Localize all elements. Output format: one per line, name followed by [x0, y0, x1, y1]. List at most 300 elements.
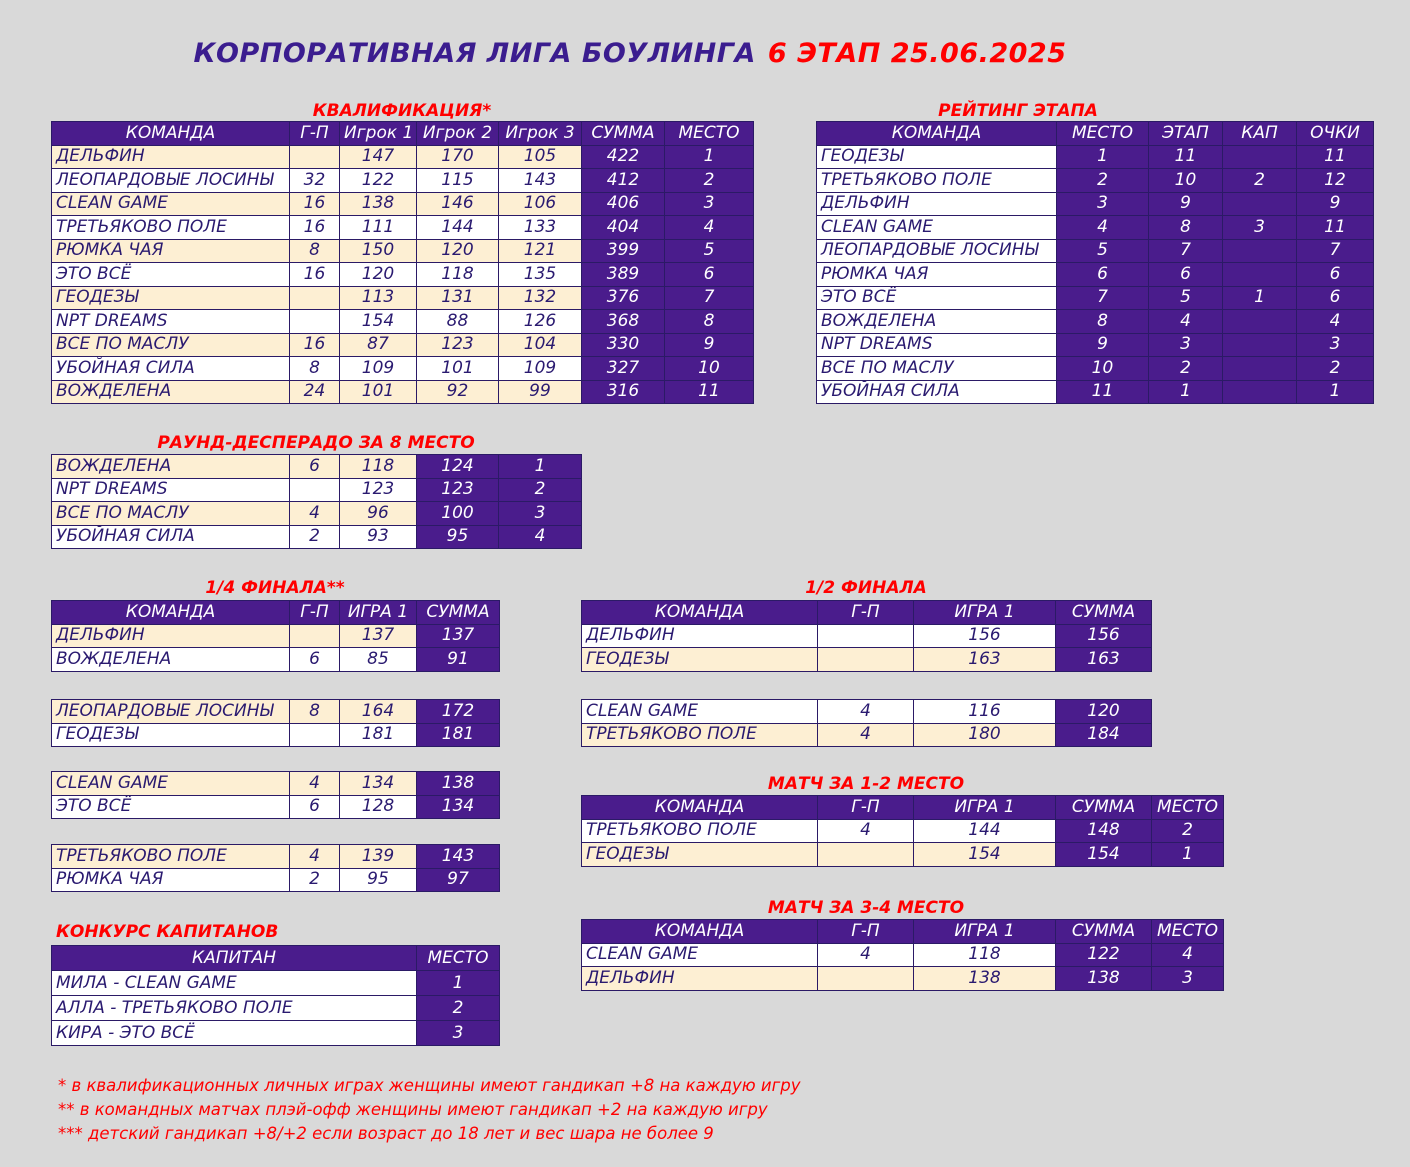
value-cell: 105 [499, 145, 582, 169]
team-name-cell: ГЕОДЕЗЫ [582, 648, 818, 672]
value-cell: 16 [290, 333, 340, 357]
team-name-cell: ДЕЛЬФИН [582, 967, 818, 991]
value-cell: 376 [582, 286, 665, 310]
value-cell: 100 [417, 502, 499, 526]
value-cell: 118 [914, 943, 1056, 967]
value-cell: 1 [1057, 145, 1149, 169]
value-cell: 104 [499, 333, 582, 357]
value-cell: 87 [340, 333, 417, 357]
table-row [817, 286, 1374, 310]
team-name-cell: ГЕОДЕЗЫ [582, 843, 818, 867]
final34-caption: МАТЧ ЗА 3-4 МЕСТО [767, 898, 965, 918]
team-name-cell: ЭТО ВСЁ [52, 795, 290, 819]
team-name-cell: ТРЕТЬЯКОВО ПОЛЕ [52, 216, 290, 240]
value-cell: 156 [914, 624, 1056, 648]
table-row [582, 648, 1152, 672]
stage-title: 6 ЭТАП 25.06.2025 [767, 38, 1067, 69]
value-cell: 120 [1056, 700, 1152, 724]
value-cell: 138 [914, 967, 1056, 991]
value-cell: 6 [1297, 263, 1374, 287]
column-header: Г-П [818, 796, 914, 820]
value-cell: 4 [290, 772, 340, 796]
team-name-cell: ТРЕТЬЯКОВО ПОЛЕ [582, 819, 818, 843]
column-header: ИГРА 1 [340, 601, 417, 625]
table-row [52, 868, 500, 892]
column-header: КАПИТАН [52, 946, 417, 971]
rating-caption: РЕЙТИНГ ЭТАПА [938, 101, 1098, 121]
value-cell: 10 [1149, 169, 1223, 193]
value-cell: 133 [499, 216, 582, 240]
header-row [582, 796, 1224, 820]
value-cell: 184 [1056, 723, 1152, 747]
value-cell: 154 [914, 843, 1056, 867]
value-cell: 4 [1149, 310, 1223, 334]
value-cell: 2 [290, 868, 340, 892]
team-name-cell: ЛЕОПАРДОВЫЕ ЛОСИНЫ [52, 700, 290, 724]
team-name-cell: ЛЕОПАРДОВЫЕ ЛОСИНЫ [52, 169, 290, 193]
value-cell: 2 [499, 478, 582, 502]
value-cell: 134 [340, 772, 417, 796]
table-row [817, 145, 1374, 169]
team-name-cell: CLEAN GAME [52, 192, 290, 216]
value-cell: 16 [290, 216, 340, 240]
value-cell: 88 [417, 310, 499, 334]
value-cell: 164 [340, 700, 417, 724]
value-cell: 1 [1152, 843, 1224, 867]
team-name-cell: ВОЖДЕЛЕНА [817, 310, 1057, 334]
column-header: СУММА [417, 601, 500, 625]
team-name-cell: РЮМКА ЧАЯ [52, 868, 290, 892]
value-cell: 143 [417, 845, 500, 869]
desperado-table [51, 454, 582, 549]
team-name-cell: ГЕОДЕЗЫ [52, 723, 290, 747]
team-name-cell: ВОЖДЕЛЕНА [52, 648, 290, 672]
table-row [817, 357, 1374, 381]
value-cell: 11 [1297, 145, 1374, 169]
value-cell: 404 [582, 216, 665, 240]
value-cell [818, 843, 914, 867]
value-cell: 147 [340, 145, 417, 169]
value-cell: 6 [1057, 263, 1149, 287]
value-cell [290, 478, 340, 502]
value-cell: 122 [1056, 943, 1152, 967]
value-cell: 8 [290, 239, 340, 263]
team-name-cell: ДЕЛЬФИН [582, 624, 818, 648]
table-row [817, 263, 1374, 287]
value-cell: 2 [290, 525, 340, 549]
value-cell: 32 [290, 169, 340, 193]
team-name-cell: ВСЕ ПО МАСЛУ [52, 502, 290, 526]
column-header: МЕСТО [417, 946, 500, 971]
team-name-cell: CLEAN GAME [582, 943, 818, 967]
value-cell: 5 [665, 239, 754, 263]
value-cell: 2 [1223, 169, 1297, 193]
value-cell: 330 [582, 333, 665, 357]
value-cell: 6 [1149, 263, 1223, 287]
value-cell: 7 [665, 286, 754, 310]
header-row [582, 920, 1224, 944]
value-cell: 113 [340, 286, 417, 310]
value-cell: 180 [914, 723, 1056, 747]
value-cell: 3 [1149, 333, 1223, 357]
value-cell: 96 [340, 502, 417, 526]
value-cell: 85 [340, 648, 417, 672]
value-cell: 316 [582, 380, 665, 404]
value-cell: 6 [665, 263, 754, 287]
value-cell: 2 [1057, 169, 1149, 193]
value-cell: 327 [582, 357, 665, 381]
team-name-cell: CLEAN GAME [582, 700, 818, 724]
semi-match-table [581, 600, 1152, 672]
value-cell: 137 [417, 624, 500, 648]
value-cell: 3 [1297, 333, 1374, 357]
table-row [582, 943, 1224, 967]
footnote: * в квалификационных личных играх женщины имеют гандикап +8 на каждую игру [58, 1076, 801, 1095]
team-name-cell: ДЕЛЬФИН [52, 145, 290, 169]
value-cell [1223, 380, 1297, 404]
team-name-cell: УБОЙНАЯ СИЛА [817, 380, 1057, 404]
qualification-table [51, 121, 754, 404]
table-row [52, 700, 500, 724]
value-cell: 1 [1223, 286, 1297, 310]
value-cell: 99 [499, 380, 582, 404]
value-cell: 6 [290, 455, 340, 479]
team-name-cell: ДЕЛЬФИН [52, 624, 290, 648]
quarter-match-table [51, 699, 500, 747]
column-header: Игрок 1 [340, 122, 417, 146]
value-cell [1223, 239, 1297, 263]
value-cell: 3 [1223, 216, 1297, 240]
column-header: ИГРА 1 [914, 601, 1056, 625]
value-cell: 137 [340, 624, 417, 648]
value-cell: 146 [417, 192, 499, 216]
value-cell: 8 [290, 357, 340, 381]
table-row [52, 502, 582, 526]
team-name-cell: ВОЖДЕЛЕНА [52, 455, 290, 479]
team-name-cell: NPT DREAMS [817, 333, 1057, 357]
column-header: МЕСТО [1152, 796, 1224, 820]
table-row [817, 310, 1374, 334]
table-row [582, 819, 1224, 843]
value-cell: 11 [1297, 216, 1374, 240]
table-row [52, 145, 754, 169]
value-cell: 7 [1057, 286, 1149, 310]
team-name-cell: NPT DREAMS [52, 310, 290, 334]
value-cell: 111 [340, 216, 417, 240]
value-cell: 6 [1297, 286, 1374, 310]
team-name-cell: ТРЕТЬЯКОВО ПОЛЕ [52, 845, 290, 869]
value-cell: 116 [914, 700, 1056, 724]
table-row [52, 310, 754, 334]
team-name-cell: РЮМКА ЧАЯ [817, 263, 1057, 287]
table-row [582, 723, 1152, 747]
value-cell: 8 [1149, 216, 1223, 240]
value-cell: 10 [1057, 357, 1149, 381]
value-cell [1223, 263, 1297, 287]
value-cell: 97 [417, 868, 500, 892]
value-cell: 4 [818, 819, 914, 843]
value-cell: 1 [1149, 380, 1223, 404]
table-row [817, 216, 1374, 240]
quarter-match-table [51, 600, 500, 672]
value-cell: 109 [499, 357, 582, 381]
value-cell: 3 [1152, 967, 1224, 991]
column-header: Г-П [818, 920, 914, 944]
column-header: ИГРА 1 [914, 796, 1056, 820]
value-cell: 124 [417, 455, 499, 479]
quarter-caption: 1/4 ФИНАЛА** [205, 578, 345, 598]
team-name-cell: ГЕОДЕЗЫ [52, 286, 290, 310]
rating-table [816, 121, 1374, 404]
value-cell: 95 [340, 868, 417, 892]
value-cell: 11 [1057, 380, 1149, 404]
value-cell: 143 [499, 169, 582, 193]
value-cell: 9 [1149, 192, 1223, 216]
value-cell: 120 [417, 239, 499, 263]
value-cell: 3 [665, 192, 754, 216]
value-cell: 92 [417, 380, 499, 404]
value-cell: 156 [1056, 624, 1152, 648]
table-row [582, 624, 1152, 648]
value-cell: 3 [1057, 192, 1149, 216]
value-cell: 4 [818, 723, 914, 747]
header-row [582, 601, 1152, 625]
table-row [52, 971, 500, 996]
table-row [52, 1021, 500, 1046]
value-cell: 123 [417, 478, 499, 502]
table-row [52, 772, 500, 796]
team-name-cell: ЭТО ВСЁ [52, 263, 290, 287]
table-row [52, 525, 582, 549]
table-row [52, 845, 500, 869]
value-cell [290, 310, 340, 334]
value-cell: 172 [417, 700, 500, 724]
value-cell [1223, 192, 1297, 216]
value-cell [290, 286, 340, 310]
team-name-cell: CLEAN GAME [817, 216, 1057, 240]
table-row [52, 263, 754, 287]
value-cell: 8 [1057, 310, 1149, 334]
value-cell: 144 [914, 819, 1056, 843]
value-cell [818, 967, 914, 991]
header-row [52, 601, 500, 625]
value-cell: 181 [340, 723, 417, 747]
header-row [817, 122, 1374, 146]
value-cell: 101 [417, 357, 499, 381]
value-cell: 128 [340, 795, 417, 819]
value-cell [1223, 357, 1297, 381]
qualification-caption: КВАЛИФИКАЦИЯ* [312, 101, 492, 121]
value-cell: 93 [340, 525, 417, 549]
value-cell: 138 [417, 772, 500, 796]
value-cell [290, 145, 340, 169]
value-cell: 144 [417, 216, 499, 240]
league-title: КОРПОРАТИВНАЯ ЛИГА БОУЛИНГА [193, 38, 756, 69]
value-cell: 24 [290, 380, 340, 404]
value-cell: 4 [818, 943, 914, 967]
value-cell: 139 [340, 845, 417, 869]
value-cell: 5 [1057, 239, 1149, 263]
value-cell: 6 [290, 795, 340, 819]
value-cell: 138 [340, 192, 417, 216]
table-row [52, 169, 754, 193]
value-cell: 10 [665, 357, 754, 381]
value-cell: 4 [1297, 310, 1374, 334]
value-cell: 399 [582, 239, 665, 263]
value-cell: 5 [1149, 286, 1223, 310]
value-cell: 9 [1057, 333, 1149, 357]
value-cell: 126 [499, 310, 582, 334]
value-cell: 134 [417, 795, 500, 819]
table-row [52, 478, 582, 502]
column-header: КОМАНДА [582, 601, 818, 625]
column-header: КОМАНДА [582, 796, 818, 820]
value-cell: 122 [340, 169, 417, 193]
value-cell: 4 [1152, 943, 1224, 967]
table-row [817, 380, 1374, 404]
team-name-cell: ТРЕТЬЯКОВО ПОЛЕ [817, 169, 1057, 193]
column-header: Г-П [818, 601, 914, 625]
value-cell: 106 [499, 192, 582, 216]
team-name-cell: ТРЕТЬЯКОВО ПОЛЕ [582, 723, 818, 747]
captains-caption: КОНКУРС КАПИТАНОВ [56, 922, 279, 942]
team-name-cell: ВСЕ ПО МАСЛУ [817, 357, 1057, 381]
value-cell: 154 [340, 310, 417, 334]
value-cell: 2 [1297, 357, 1374, 381]
table-row [582, 843, 1224, 867]
column-header: Игрок 3 [499, 122, 582, 146]
column-header: МЕСТО [1057, 122, 1149, 146]
column-header: КАП [1223, 122, 1297, 146]
value-cell: 3 [417, 1021, 500, 1046]
value-cell: 3 [499, 502, 582, 526]
value-cell: 163 [914, 648, 1056, 672]
value-cell: 6 [290, 648, 340, 672]
table-row [582, 700, 1152, 724]
column-header: КОМАНДА [52, 122, 290, 146]
column-header: Г-П [290, 601, 340, 625]
value-cell: 170 [417, 145, 499, 169]
value-cell: 4 [818, 700, 914, 724]
value-cell: 8 [290, 700, 340, 724]
value-cell: 1 [417, 971, 500, 996]
table-row [52, 333, 754, 357]
team-name-cell: ГЕОДЕЗЫ [817, 145, 1057, 169]
value-cell: 150 [340, 239, 417, 263]
final12-table [581, 795, 1224, 867]
column-header: ОЧКИ [1297, 122, 1374, 146]
value-cell: 16 [290, 263, 340, 287]
final34-table [581, 919, 1224, 991]
table-row [52, 795, 500, 819]
value-cell: 131 [417, 286, 499, 310]
header-row [52, 946, 500, 971]
column-header: Игрок 2 [417, 122, 499, 146]
table-row [52, 192, 754, 216]
table-row [52, 996, 500, 1021]
quarter-match-table [51, 844, 500, 892]
footnotes [58, 1074, 801, 1146]
value-cell: 132 [499, 286, 582, 310]
value-cell: 2 [1152, 819, 1224, 843]
table-row [52, 357, 754, 381]
value-cell: 148 [1056, 819, 1152, 843]
value-cell: 2 [417, 996, 500, 1021]
table-row [52, 648, 500, 672]
value-cell: 368 [582, 310, 665, 334]
value-cell [1223, 333, 1297, 357]
table-row [52, 455, 582, 479]
value-cell: 7 [1149, 239, 1223, 263]
value-cell: 138 [1056, 967, 1152, 991]
team-name-cell: ЭТО ВСЁ [817, 286, 1057, 310]
table-row [52, 624, 500, 648]
value-cell: 121 [499, 239, 582, 263]
table-row [52, 286, 754, 310]
value-cell: 95 [417, 525, 499, 549]
semi-match-table [581, 699, 1152, 747]
footnote: *** детский гандикап +8/+2 если возраст до 18 лет и вес шара не более 9 [58, 1124, 714, 1143]
value-cell: 422 [582, 145, 665, 169]
footnote: ** в командных матчах плэй-офф женщины имеют гандикап +2 на каждую игру [58, 1100, 768, 1119]
value-cell [290, 723, 340, 747]
value-cell: 2 [1149, 357, 1223, 381]
team-name-cell: УБОЙНАЯ СИЛА [52, 357, 290, 381]
value-cell: 1 [665, 145, 754, 169]
value-cell: 389 [582, 263, 665, 287]
column-header: МЕСТО [1152, 920, 1224, 944]
value-cell: 118 [340, 455, 417, 479]
value-cell: 9 [1297, 192, 1374, 216]
table-row [52, 380, 754, 404]
table-row [817, 333, 1374, 357]
value-cell: 8 [665, 310, 754, 334]
value-cell: 91 [417, 648, 500, 672]
value-cell [1223, 310, 1297, 334]
team-name-cell: МИЛА - CLEAN GAME [52, 971, 417, 996]
quarter-match-table [51, 771, 500, 819]
team-name-cell: ВСЕ ПО МАСЛУ [52, 333, 290, 357]
team-name-cell: ЛЕОПАРДОВЫЕ ЛОСИНЫ [817, 239, 1057, 263]
table-row [582, 967, 1224, 991]
team-name-cell: NPT DREAMS [52, 478, 290, 502]
desperado-caption: РАУНД-ДЕСПЕРАДО ЗА 8 МЕСТО [157, 433, 475, 453]
value-cell: 406 [582, 192, 665, 216]
team-name-cell: CLEAN GAME [52, 772, 290, 796]
value-cell: 1 [499, 455, 582, 479]
value-cell [818, 648, 914, 672]
value-cell: 109 [340, 357, 417, 381]
value-cell: 4 [1057, 216, 1149, 240]
semi-caption: 1/2 ФИНАЛА [805, 578, 927, 598]
page-title [0, 38, 1260, 69]
table-row [52, 723, 500, 747]
table-row [52, 216, 754, 240]
value-cell [818, 624, 914, 648]
value-cell: 154 [1056, 843, 1152, 867]
column-header: Г-П [290, 122, 340, 146]
value-cell [290, 624, 340, 648]
value-cell: 120 [340, 263, 417, 287]
value-cell: 412 [582, 169, 665, 193]
value-cell: 2 [665, 169, 754, 193]
team-name-cell: КИРА - ЭТО ВСЁ [52, 1021, 417, 1046]
team-name-cell: ВОЖДЕЛЕНА [52, 380, 290, 404]
table-row [817, 239, 1374, 263]
value-cell: 4 [290, 845, 340, 869]
table-row [817, 169, 1374, 193]
value-cell [1223, 145, 1297, 169]
